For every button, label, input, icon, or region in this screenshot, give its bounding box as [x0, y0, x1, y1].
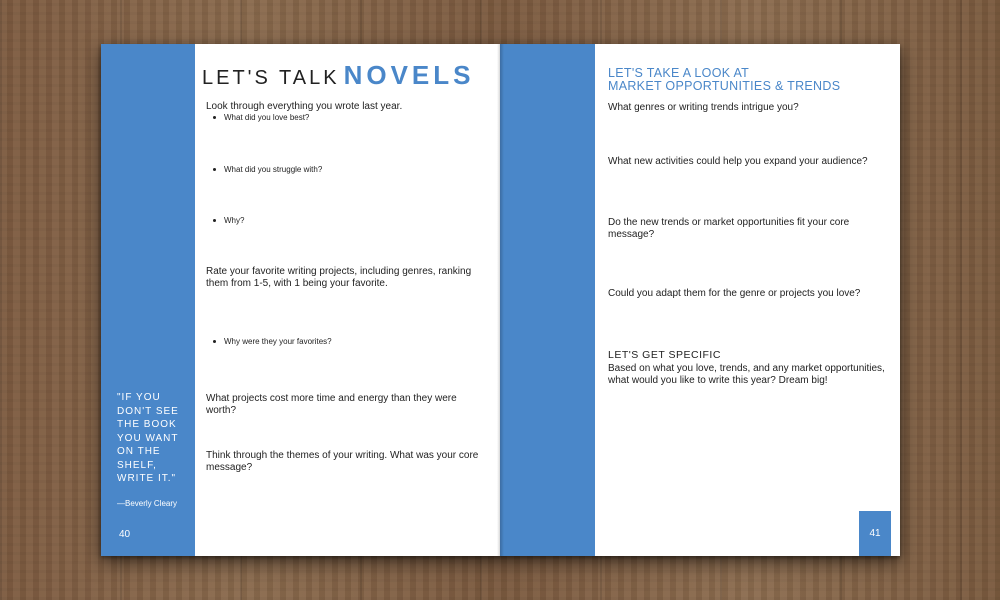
title-lets-talk: LET'S TALK [202, 67, 340, 89]
prompt-look-through: Look through everything you wrote last year. [206, 101, 403, 112]
right-page [500, 44, 900, 556]
title-novels: NOVELS [343, 60, 475, 90]
prompt-trends-fit: Do the new trends or market opportunities fit your core message? [608, 217, 850, 240]
bullet-why-favorites: Why were they your favorites? [206, 337, 332, 347]
page-number-right: 41 [859, 511, 891, 556]
right-title-line1: LET'S TAKE A LOOK AT [608, 66, 750, 80]
page-title [202, 60, 475, 91]
bullet-love-best: What did you love best? [206, 113, 309, 123]
left-page [101, 44, 500, 556]
prompt-dream-big: Based on what you love, trends, and any market opportunities, what would you like to write this year? Dream big! [608, 363, 885, 386]
prompt-themes: Think through the themes of your writing. What was your core message? [206, 450, 479, 473]
prompt-rate-projects: Rate your favorite writing projects, including genres, ranking them from 1-5, with 1 being your favorite. [206, 266, 472, 289]
page-number-left: 40 [119, 529, 131, 540]
prompt-cost-time: What projects cost more time and energy than they were worth? [206, 393, 457, 416]
right-blue-sidebar [500, 44, 595, 556]
prompt-genres-trends: What genres or writing trends intrigue you? [608, 102, 799, 113]
right-page-title [608, 67, 840, 93]
prompt-new-activities: What new activities could help you expand your audience? [608, 156, 868, 167]
right-title-line2: MARKET OPPORTUNITIES & TRENDS [608, 79, 841, 93]
bullet-struggle: What did you struggle with? [206, 165, 322, 175]
open-book [101, 44, 900, 556]
sidebar-quote: "IF YOU DON'T SEE THE BOOK YOU WANT ON THE SHELF, WRITE IT." [117, 392, 179, 484]
book-spine-shadow [497, 44, 504, 556]
quote-author: —Beverly Cleary [117, 499, 178, 508]
subheading-get-specific: LET'S GET SPECIFIC [608, 349, 721, 361]
prompt-adapt: Could you adapt them for the genre or projects you love? [608, 288, 861, 299]
bullet-why: Why? [206, 216, 244, 226]
